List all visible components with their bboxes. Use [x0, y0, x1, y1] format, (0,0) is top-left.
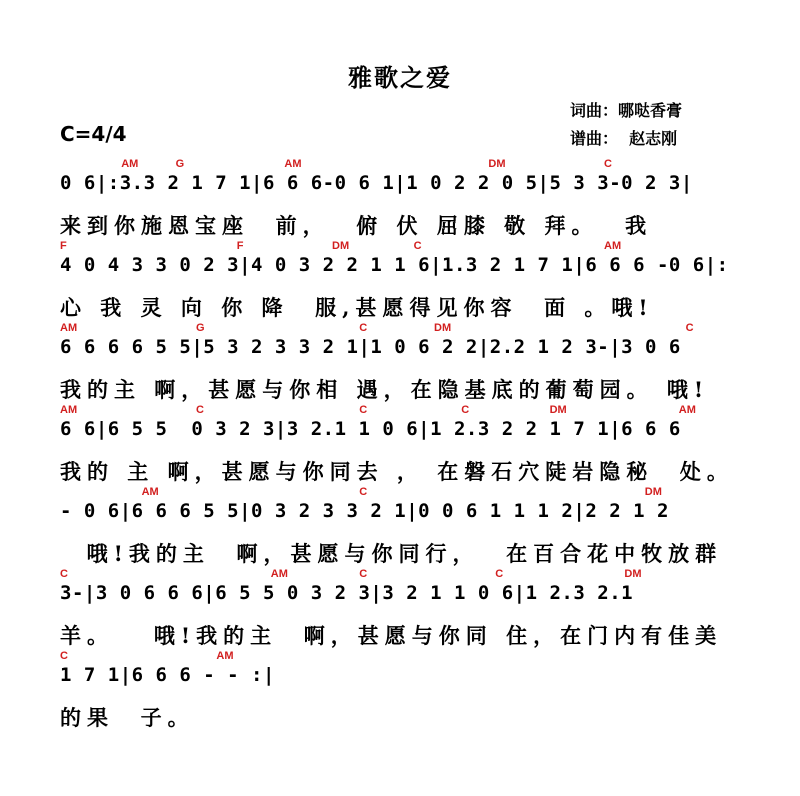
notation-line: 6 6 6 6 5 5|5 3 2 3 3 2 1|1 0 6 2 2|2.2 1 2 3-|3 0 6 — [60, 336, 681, 358]
lyric-line: 我的主 啊，甚愿与你相 遇，在隐基底的葡萄园。 哦! — [60, 377, 710, 402]
lyric-line: 哦!我的主 啊，甚愿与你同行， 在百合花中牧放群 — [60, 541, 723, 566]
chord-label: C — [196, 404, 204, 416]
chord-label: AM — [121, 158, 139, 170]
chord-label: DM — [624, 568, 642, 580]
arranger-credit: 谱曲： 赵志刚 — [570, 129, 678, 148]
notation-line: 6 6|6 5 5 0 3 2 3|3 2.1 1 0 6|1 2.3 2 2 1 7 1|6 6 6 — [60, 418, 681, 440]
chord-label: DM — [332, 240, 350, 252]
lyric-line: 来到你施恩宝座 前， 俯 伏 屈膝 敬 拜。 我 — [60, 213, 653, 238]
notation-line: - 0 6|6 6 6 5 5|0 3 2 3 3 2 1|0 0 6 1 1 1 2|2 2 1 2 — [60, 500, 669, 522]
chord-label: AM — [604, 240, 622, 252]
chord-label: G — [196, 322, 205, 334]
lyric-line: 羊。 哦!我的主 啊，甚愿与你同 住，在门内有佳美 — [60, 623, 723, 648]
chord-label: C — [604, 158, 612, 170]
chord-label: AM — [60, 404, 78, 416]
chord-label: DM — [488, 158, 506, 170]
notation-line: 3-|3 0 6 6 6|6 5 5 0 3 2 3|3 2 1 1 0 6|1 2.3 2.1 — [60, 582, 634, 604]
chord-label: DM — [434, 322, 452, 334]
lyricist-credit: 词曲：哪哒香膏 — [570, 101, 683, 120]
notation-line: 0 6|:3.3 2 1 7 1|6 6 6-0 6 1|1 0 2 2 0 5|5 3 3-0 2 3| — [60, 172, 693, 194]
chord-label: AM — [270, 568, 288, 580]
lyric-line: 的果 子。 — [60, 705, 195, 730]
chord-label: G — [175, 158, 185, 170]
chord-label: C — [359, 486, 368, 498]
key-signature: C=4/4 — [60, 122, 127, 146]
chord-label: C — [495, 568, 504, 580]
chord-label: C — [685, 322, 694, 334]
chord-label: C — [461, 404, 470, 416]
chord-label: C — [413, 240, 422, 252]
lyric-line: 我的 主 啊，甚愿与你同去 ， 在磐石穴陡岩隐秘 处。 — [60, 459, 734, 484]
lyric-line: 心 我 灵 向 你 降 服,甚愿得见你容 面 。哦! — [60, 295, 654, 320]
chord-label: C — [60, 568, 68, 580]
chord-label: C — [60, 650, 68, 662]
notation-line: 4 0 4 3 3 0 2 3|4 0 3 2 2 1 1 6|1.3 2 1 7 1|6 6 6 -0 6|: — [60, 254, 729, 276]
song-title: 雅歌之爱 — [348, 63, 452, 92]
chord-label: AM — [141, 486, 159, 498]
chord-label: F — [236, 240, 244, 252]
chord-label: AM — [678, 404, 696, 416]
chord-label: AM — [284, 158, 302, 170]
chord-label: F — [60, 240, 67, 252]
chord-label: AM — [216, 650, 234, 662]
chord-label: DM — [644, 486, 662, 498]
chord-label: C — [359, 322, 368, 334]
notation-line: 1 7 1|6 6 6 - - :| — [60, 664, 275, 686]
chord-label: AM — [60, 322, 78, 334]
chord-label: C — [359, 404, 368, 416]
chord-label: DM — [549, 404, 567, 416]
chord-label: C — [359, 568, 368, 580]
